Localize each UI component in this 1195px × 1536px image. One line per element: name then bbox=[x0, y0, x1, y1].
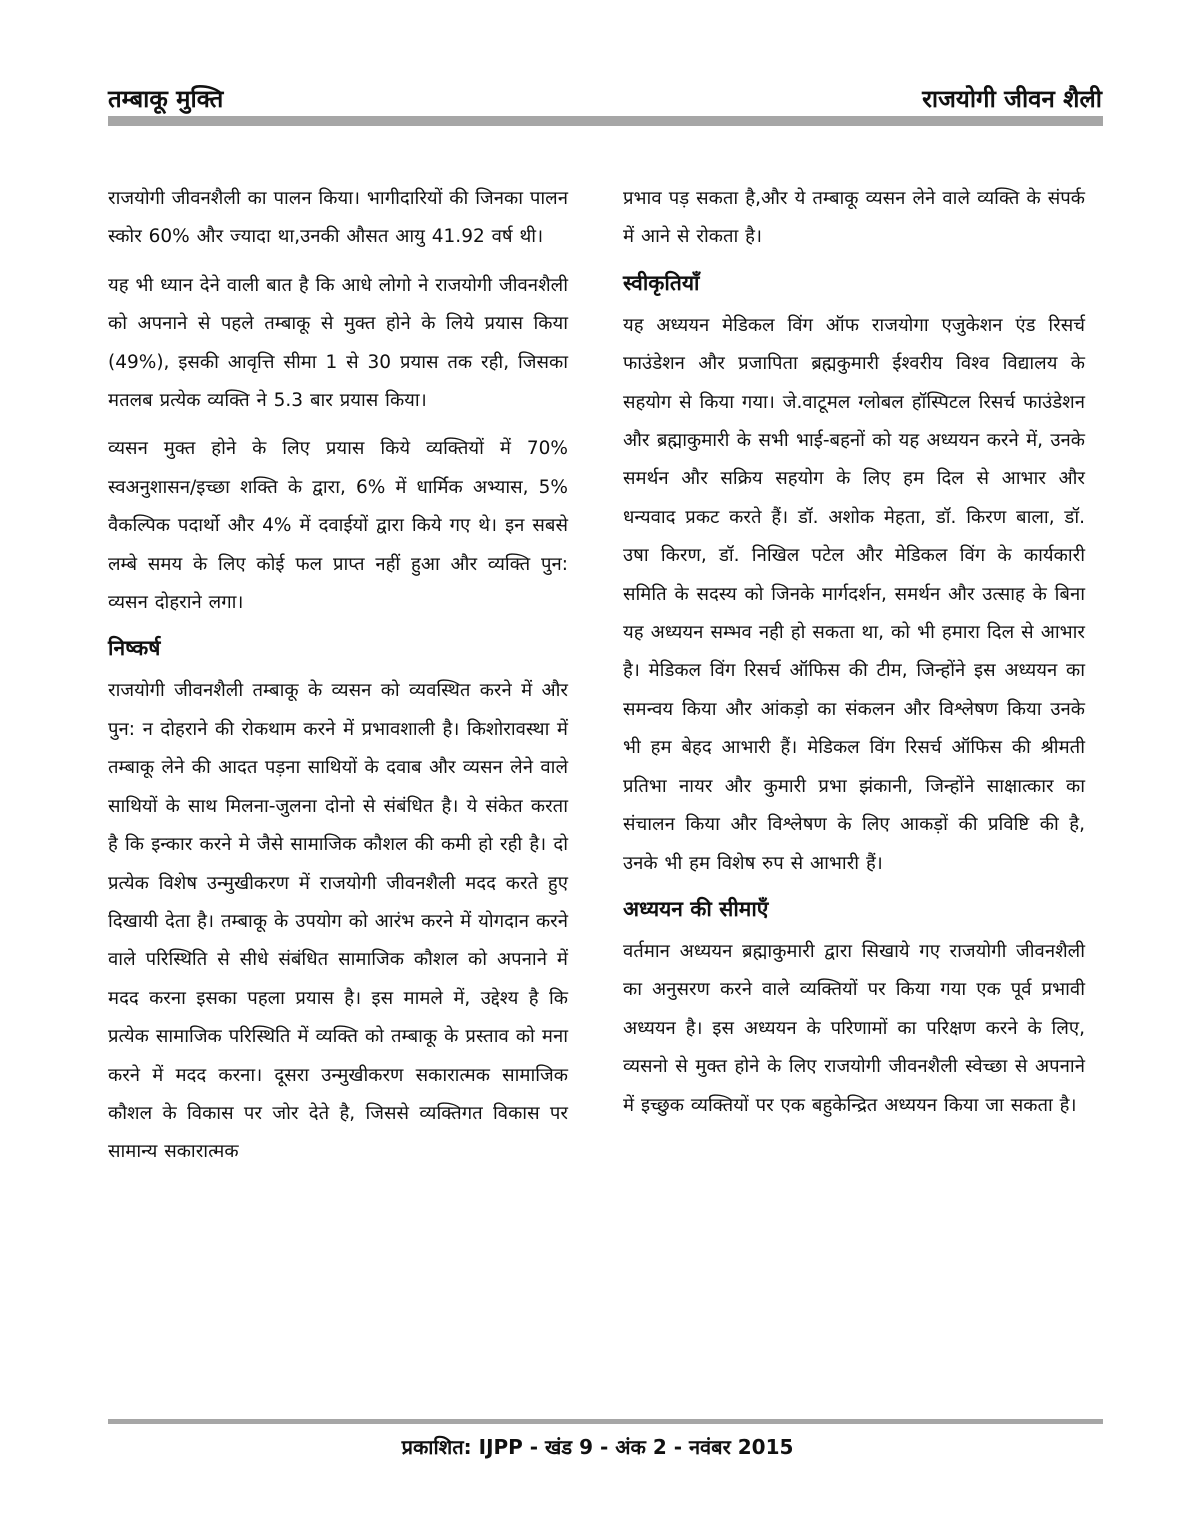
paragraph-participants-age: राजयोगी जीवनशैली का पालन किया। भागीदारियों की जिनका पालन स्कोर 60% और ज्यादा था,उनकी औसत आयु 41.92 वर्ष थी। bbox=[108, 188, 568, 248]
paragraph-limitations: वर्तमान अध्ययन ब्रह्माकुमारी द्वारा सिखाये गए राजयोगी जीवनशैली का अनुसरण करने वाले व्यक्तियों पर किया गया एक पूर्व प्रभावी अध्ययन है। इस अध्ययन के परिणामों का परिक्षण करने के लिए, व्यसनो से मुक्त होने के लिए राजयोगी जीवनशैली स्वेच्छा से अपनाने में इच्छुक व्यक्तियों पर एक बहुकेन्द्रित अध्ययन किया जा सकता है। bbox=[623, 940, 1085, 1116]
paragraph-conclusion: राजयोगी जीवनशैली तम्बाकू के व्यसन को व्यवस्थित करने में और पुन: न दोहराने की रोकथाम करने में प्रभावशाली है। किशोरावस्था में तम्बाकू लेने की आदत पड़ना साथियों के दवाब और व्यसन लेने वाले साथियों के साथ मिलना-जुलना दोनो से संबंधित है। ये संकेत करता है कि इन्कार करने मे जैसे सामाजिक कौशल की कमी हो रही है। दो प्रत्येक विशेष उन्मुखीकरण में राजयोगी जीवनशैली मदद करते हुए दिखायी देता है। तम्बाकू के उपयोग को आरंभ करने में योगदान करने वाले परिस्थिति से सीधे संबंधित सामाजिक कौशल को अपनाने में मदद करना इसका पहला प्रयास है। इस मामले में, उद्देश्य है कि प्रत्येक सामाजिक परिस्थिति में व्यक्ति को तम्बाकू के प्रस्ताव को मना करने में मदद करना। दूसरा उन्मुखीकरण सकारात्मक सामाजिक कौशल के विकास पर जोर देते है, जिससे व्यक्तिगत विकास पर सामान्य सकारात्मक bbox=[108, 680, 568, 1163]
paragraph-quit-methods: व्यसन मुक्त होने के लिए प्रयास किये व्यक्तियों में 70% स्वअनुशासन/इच्छा शक्ति के द्वारा, 6% में धार्मिक अभ्यास, 5% वैकल्पिक पदार्थो और 4% में दवाईयों द्वारा किये गए थे। इन सबसे लम्बे समय के लिए कोई फल प्राप्त नहीं हुआ और व्यक्ति पुन: व्यसन दोहराने लगा। bbox=[108, 438, 568, 614]
running-header-right: राजयोगी जीवन शैली bbox=[922, 85, 1102, 113]
paragraph-quit-attempts: यह भी ध्यान देने वाली बात है कि आधे लोगो ने राजयोगी जीवनशैली को अपनाने से पहले तम्बाकू से मुक्त होने के लिये प्रयास किया (49%), इसकी आवृत्ति सीमा 1 से 30 प्रयास तक रही, जिसका मतलब प्रत्येक व्यक्ति ने 5.3 बार प्रयास किया। bbox=[108, 274, 568, 412]
header-rule bbox=[108, 116, 1103, 126]
paragraph-acknowledgements: यह अध्ययन मेडिकल विंग ऑफ राजयोगा एजुकेशन एंड रिसर्च फाउंडेशन और प्रजापिता ब्रह्मकुमारी ईश्वरीय विश्व विद्यालय के सहयोग से किया गया। जे.वाटूमल ग्लोबल हॉस्पिटल रिसर्च फाउंडेशन और ब्रह्माकुमारी के सभी भाई-बहनों को यह अध्ययन करने में, उनके समर्थन और सक्रिय सहयोग के लिए हम दिल से आभार और धन्यवाद प्रकट करते हैं। डॉ. अशोक मेहता, डॉ. किरण बाला, डॉ. उषा किरण, डॉ. निखिल पटेल और मेडिकल विंग के कार्यकारी समिति के सदस्य को जिनके मार्गदर्शन, समर्थन और उत्साह के बिना यह अध्ययन सम्भव नही हो सकता था, को भी हमारा दिल से आभार है। मेडिकल विंग रिसर्च ऑफिस की टीम, जिन्होंने इस अध्ययन का समन्वय किया और आंकड़ो का संकलन और विश्लेषण किया उनके भी हम बेहद आभारी हैं। मेडिकल विंग रिसर्च ऑफिस की श्रीमती प्रतिभा नायर और कुमारी प्रभा झंकानी, जिन्होंने साक्षात्कार का संचालन किया और विश्लेषण के लिए आकड़ों की प्रविष्टि की है, उनके भी हम विशेष रुप से आभारी हैं। bbox=[623, 314, 1085, 874]
heading-limitations: अध्ययन की सीमाएँ bbox=[623, 896, 769, 921]
heading-conclusion: निष्कर्ष bbox=[108, 636, 161, 661]
publication-footer: प्रकाशित: IJPP - खंड 9 - अंक 2 - नवंबर 2015 bbox=[401, 1435, 794, 1459]
right-column bbox=[623, 180, 1085, 1135]
left-column bbox=[108, 180, 568, 1182]
footer-rule bbox=[108, 1419, 1103, 1424]
paragraph-continuation: प्रभाव पड़ सकता है,और ये तम्बाकू व्यसन लेने वाले व्यक्ति के संपर्क में आने से रोकता है। bbox=[623, 188, 1085, 248]
heading-acknowledgements: स्वीकृतियाँ bbox=[623, 270, 700, 295]
running-header-left: तम्बाकू मुक्ति bbox=[108, 85, 224, 113]
